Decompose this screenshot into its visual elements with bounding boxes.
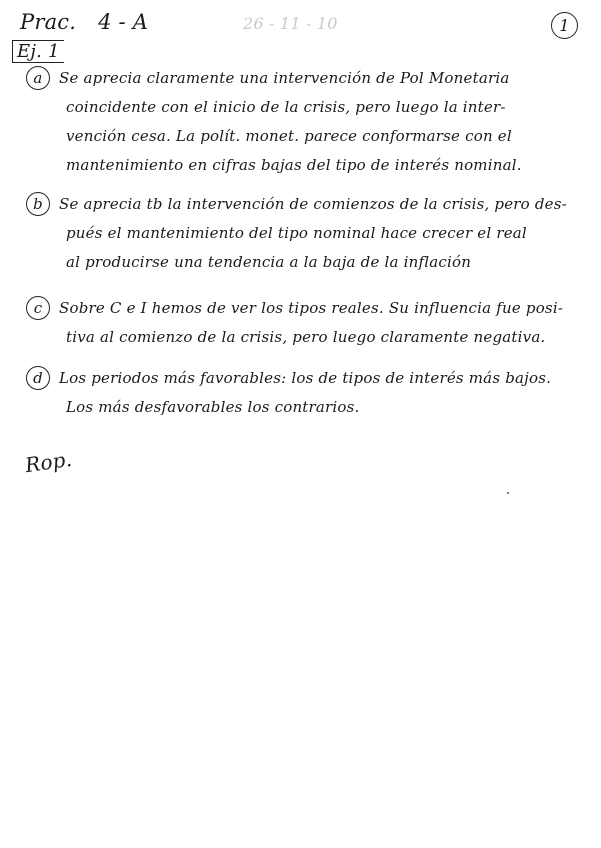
answer-line: Sobre C e I hemos de ver los tipos reales. Su influencia fue posi-: [59, 299, 564, 317]
ink-dot: [507, 492, 509, 494]
answer-line: tiva al comienzo de la crisis, pero luego claramente negativa.: [66, 328, 546, 346]
answer-b: [26, 190, 586, 277]
course-label: Prac.: [20, 10, 77, 34]
date-label: 26 - 11 - 10: [243, 14, 338, 33]
answer-c: [26, 294, 586, 352]
answer-marker: c: [26, 296, 50, 320]
answer-marker: a: [26, 66, 50, 90]
answer-line: Se aprecia tb la intervención de comienzos de la crisis, pero des-: [59, 195, 567, 213]
signature: Rop.: [23, 446, 74, 478]
answer-line: coincidente con el inicio de la crisis, pero luego la inter-: [66, 98, 506, 116]
answer-line: vención cesa. La polít. monet. parece conformarse con el: [66, 127, 512, 145]
answer-line: al producirse una tendencia a la baja de la inflación: [66, 253, 472, 271]
page-header: [20, 10, 148, 34]
answer-marker: d: [26, 366, 50, 390]
answer-line: mantenimiento en cifras bajas del tipo de interés nominal.: [66, 156, 522, 174]
answer-d: [26, 364, 586, 422]
exercise-label: Ej. 1: [12, 40, 64, 63]
group-label: 4 - A: [98, 10, 149, 34]
answer-line: pués el mantenimiento del tipo nominal hace crecer el real: [66, 224, 527, 242]
answer-marker: b: [26, 192, 50, 216]
page-number: 1: [551, 12, 578, 39]
answer-line: Los más desfavorables los contrarios.: [66, 398, 360, 416]
answer-line: Se aprecia claramente una intervención de Pol Monetaria: [59, 69, 510, 87]
answer-a: [26, 64, 586, 180]
answer-line: Los periodos más favorables: los de tipos de interés más bajos.: [59, 369, 552, 387]
